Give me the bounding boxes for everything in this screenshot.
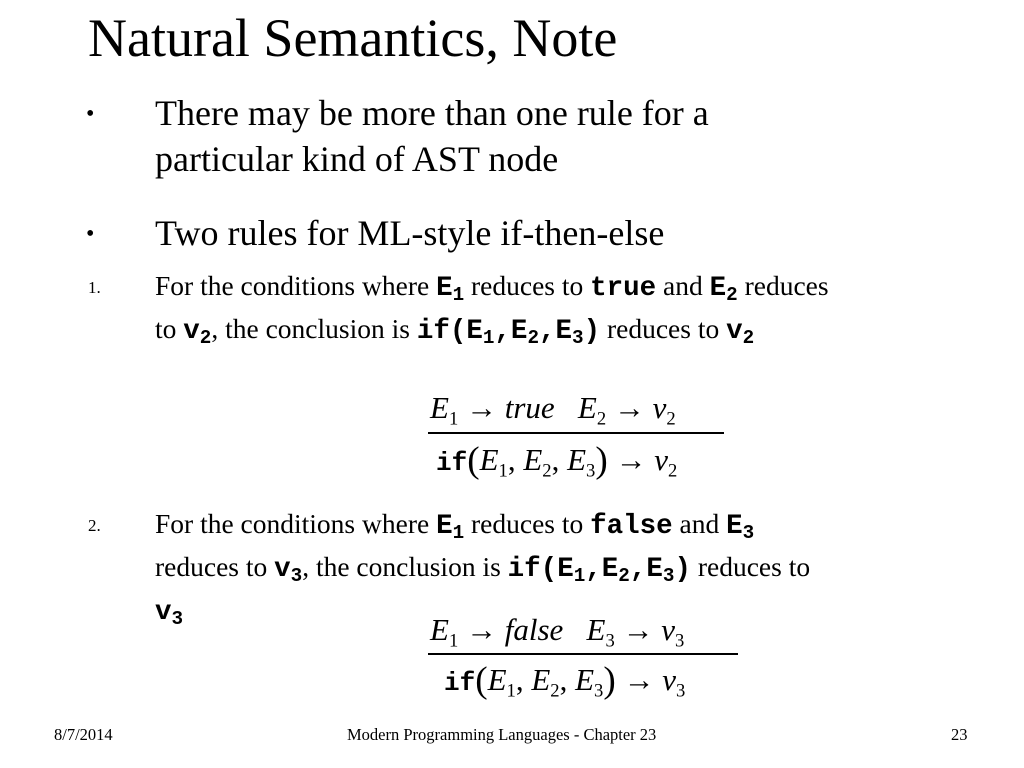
- footer-page-number: 23: [951, 725, 968, 744]
- rule-premise: $E_1$ → false $E_3 \to v_3$: [430, 612, 685, 652]
- bullet-line: particular kind of AST node: [155, 139, 559, 179]
- bullet-line: Two rules for ML-style if-then-else: [155, 213, 665, 253]
- rule-bar: [428, 653, 738, 655]
- footer-title: Modern Programming Languages - Chapter 23: [347, 725, 657, 744]
- numbered-item-text: [155, 266, 829, 352]
- item-number: 1.: [88, 278, 101, 297]
- rule-conclusion: $if(E_1$, $E_2$, $E_3) \to v_2$: [436, 440, 678, 482]
- footer-date: 8/7/2014: [54, 725, 113, 744]
- item-line: For the conditions where $E_1$ reduces to false and $E_3$: [155, 508, 755, 544]
- bullet-marker: •: [86, 101, 95, 127]
- bullet-text: [155, 90, 709, 182]
- item-line: $v_3$: [155, 597, 184, 630]
- bullet-text: [155, 210, 664, 256]
- bullet-line: There may be more than one rule for a: [155, 93, 709, 133]
- rule-premise: $E_1$ → true $E_2 \to v_2$: [430, 390, 676, 430]
- item-line: reduces to $v_3$, the conclusion is $if(E_1,E_2,E_3)$ reduces to: [155, 551, 811, 587]
- rule-conclusion: $if(E_1$, $E_2$, $E_3) \to v_3$: [444, 660, 686, 702]
- item-number: 2.: [88, 516, 101, 535]
- rule-bar: [428, 432, 724, 434]
- item-line: For the conditions where $E_1$ reduces to true and $E_2$ reduces: [155, 270, 829, 306]
- bullet-marker: •: [86, 221, 95, 247]
- item-line: to $v_2$, the conclusion is $if(E_1,E_2,E_3)$ reduces to $v_2$: [155, 313, 755, 349]
- page-title: Natural Semantics, Note: [88, 8, 618, 68]
